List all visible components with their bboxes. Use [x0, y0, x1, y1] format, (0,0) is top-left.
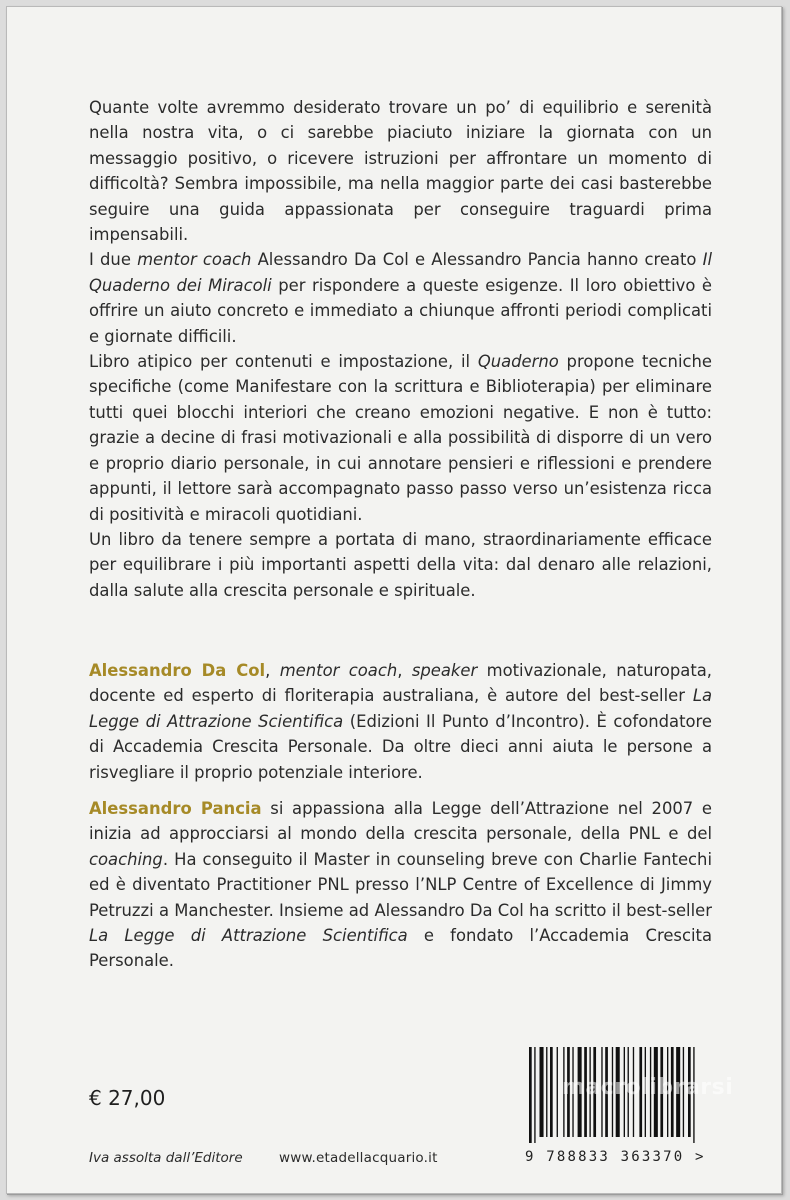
bio-text: motivazionale, naturopata, docente ed esperto di floriterapia australiana, è autore del best-seller — [89, 661, 712, 706]
watermark-logo: macrolibrarsi — [562, 1075, 734, 1100]
author-name: Alessandro Pancia — [89, 799, 262, 818]
blurb-emphasis: mentor coach — [137, 250, 252, 270]
author-bio-da-col — [89, 658, 712, 785]
blurb-paragraph-3 — [89, 349, 712, 527]
bio-text: e fondato l’Accademia Crescita Personale. — [89, 926, 712, 971]
blurb — [89, 95, 712, 603]
blurb-text: Un libro da tenere sempre a portata di mano, straordinariamente efficace per equilibrare i più importanti aspetti della vita: dal denaro alle relazioni, dalla salute alla crescita personale e spirituale. — [89, 529, 712, 600]
bio-emphasis: speaker — [411, 661, 478, 680]
book-title-emphasis: Il Quaderno dei Miracoli — [89, 250, 712, 295]
blurb-text: Libro atipico per contenuti e impostazione, il — [89, 352, 478, 372]
publisher-website[interactable]: www.etadellacquario.it — [279, 1150, 438, 1166]
blurb-text: propone tecniche specifiche (come Manifestare con la scrittura e Biblioterapia) per eliminare tutti quei blocchi interiori che creano emozioni negative. E non è tutto: grazie a decine di frasi motivazionali e alla possibilità di disporre di un vero e proprio diario personale, in cui annotare pensieri e riflessioni e prendere appunti, il lettore sarà accompagnato passo passo verso un’esistenza ricca di positività e miracoli quotidiani. — [89, 352, 712, 524]
bio-emphasis: coaching — [89, 849, 163, 869]
blurb-text: I due — [89, 250, 138, 270]
bio-text: si appassiona alla Legge dell’Attrazione nel 2007 e inizia ad approcciarsi al mondo della crescita personale, della PNL e del — [89, 799, 712, 844]
bio-emphasis: mentor coach — [279, 661, 398, 680]
vat-note: Iva assolta dall’Editore — [89, 1150, 243, 1166]
blurb-text: per rispondere a queste esigenze. Il loro obiettivo è offrire un aiuto concreto e immediato a chiunque affronti periodi complicati e giornate difficili. — [89, 275, 712, 346]
blurb-text: Quante volte avremmo desiderato trovare un po’ di equilibrio e serenità nella nostra vita, o ci sarebbe piaciuto iniziare la giornata con un messaggio positivo, o ricevere istruzioni per affrontare un momento di difficoltà? Sembra impossibile, ma nella maggior parte dei casi basterebbe seguire una guida appassionata per conseguire traguardi prima impensabili. — [89, 98, 712, 245]
blurb-emphasis: Quaderno — [477, 352, 559, 372]
price: € 27,00 — [89, 1086, 166, 1110]
blurb-paragraph-4 — [89, 527, 712, 603]
bio-text: (Edizioni Il Punto d’Incontro). È cofondatore di Accademia Crescita Personale. Da oltre dieci anni aiuta le persone a risvegliare il proprio potenziale interiore. — [89, 711, 712, 782]
blurb-paragraph-1 — [89, 95, 712, 247]
bio-emphasis: La Legge di Attrazione Scientifica — [89, 926, 408, 946]
blurb-text: Alessandro Da Col e Alessandro Pancia hanno creato — [251, 250, 703, 270]
author-bio-pancia — [89, 796, 712, 974]
book-back-cover — [6, 6, 782, 1194]
author-name: Alessandro Da Col — [89, 661, 266, 680]
isbn-number: 9 788833 363370 > — [525, 1149, 706, 1165]
bio-text: , — [397, 661, 412, 680]
bio-text: , — [265, 661, 280, 680]
blurb-paragraph-2 — [89, 247, 712, 349]
bio-emphasis: La Legge di Attrazione Scientifica — [89, 686, 712, 731]
bio-text: . Ha conseguito il Master in counseling breve con Charlie Fantechi ed è diventato Practitioner PNL presso l’NLP Centre of Excellence di Jimmy Petruzzi a Manchester. Insieme ad Alessandro Da Col ha scritto il best-seller — [89, 849, 712, 920]
